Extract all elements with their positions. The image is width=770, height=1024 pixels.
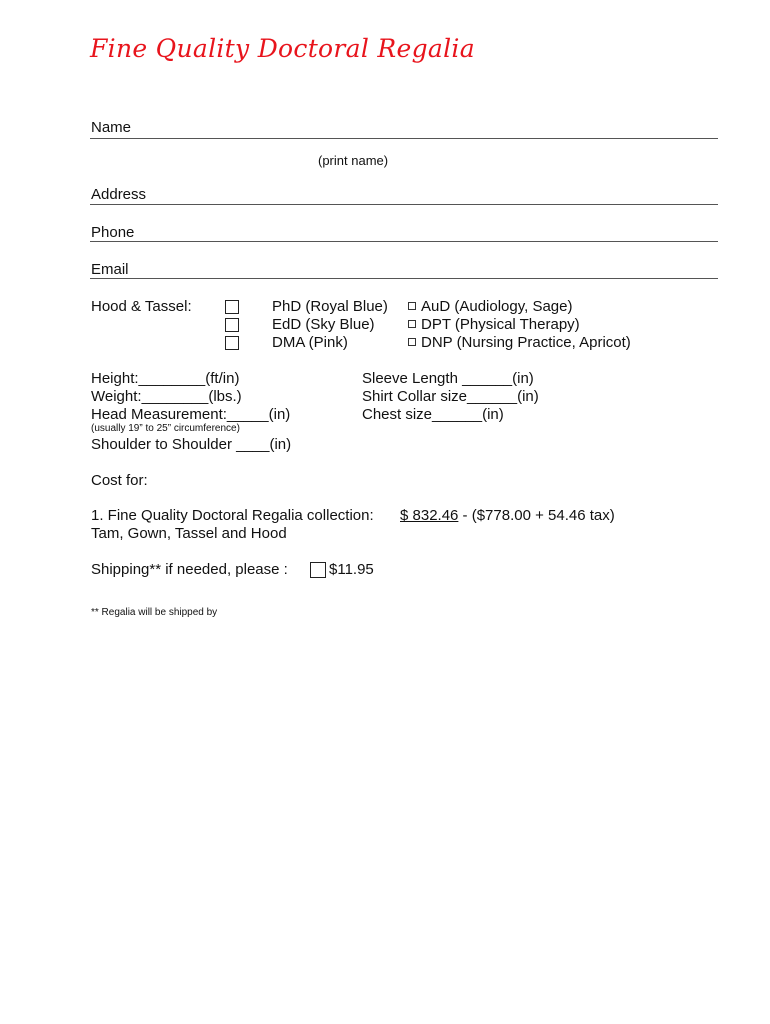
dpt-checkbox[interactable] [408,320,416,328]
email-label: Email [91,261,129,278]
shipping-price: $11.95 [329,561,374,578]
head-measurement-note: (usually 19” to 25” circumference) [91,423,240,434]
sleeve-length-field[interactable]: Sleeve Length ______(in) [362,370,534,387]
phd-checkbox[interactable] [225,300,239,314]
edd-checkbox[interactable] [225,318,239,332]
hood-tassel-label: Hood & Tassel: [91,298,192,315]
regalia-price-detail: - ($778.00 + 54.46 tax) [458,507,615,524]
option-dma: DMA (Pink) [272,334,348,351]
option-aud[interactable] [408,298,572,315]
regalia-item: 1. Fine Quality Doctoral Regalia collection: [91,507,374,524]
regalia-price-line [400,507,615,524]
email-line[interactable] [90,278,718,279]
head-measurement-field[interactable]: Head Measurement:_____(in) [91,406,291,423]
dma-checkbox[interactable] [225,336,239,350]
option-phd: PhD (Royal Blue) [272,298,388,315]
shoulder-field[interactable]: Shoulder to Shoulder ____(in) [91,436,292,453]
address-label: Address [91,186,147,203]
phone-label: Phone [91,224,135,241]
option-dpt-label: DPT (Physical Therapy) [421,316,580,333]
regalia-price: $ 832.46 [400,507,459,524]
option-dpt[interactable] [408,316,580,333]
shipping-footnote: ** Regalia will be shipped by [91,607,218,618]
option-edd: EdD (Sky Blue) [272,316,375,333]
name-line[interactable] [90,138,718,139]
option-aud-label: AuD (Audiology, Sage) [421,298,573,315]
chest-size-field[interactable]: Chest size______(in) [362,406,504,423]
phone-line[interactable] [90,241,718,242]
aud-checkbox[interactable] [408,302,416,310]
collar-size-field[interactable]: Shirt Collar size______(in) [362,388,539,405]
address-line[interactable] [90,204,718,205]
option-dnp[interactable] [408,334,631,351]
shipping-checkbox[interactable] [310,562,326,578]
name-label: Name [91,119,132,136]
height-field[interactable]: Height:________(ft/in) [91,370,240,387]
cost-heading: Cost for: [91,472,148,489]
weight-field[interactable]: Weight:________(lbs.) [91,388,242,405]
shipping-label: Shipping** if needed, please : [91,561,288,578]
print-name-hint: (print name) [318,153,389,168]
option-dnp-label: DNP (Nursing Practice, Apricot) [421,334,631,351]
dnp-checkbox[interactable] [408,338,416,346]
page-title: Fine Quality Doctoral Regalia [90,34,475,63]
regalia-contents: Tam, Gown, Tassel and Hood [91,525,287,542]
